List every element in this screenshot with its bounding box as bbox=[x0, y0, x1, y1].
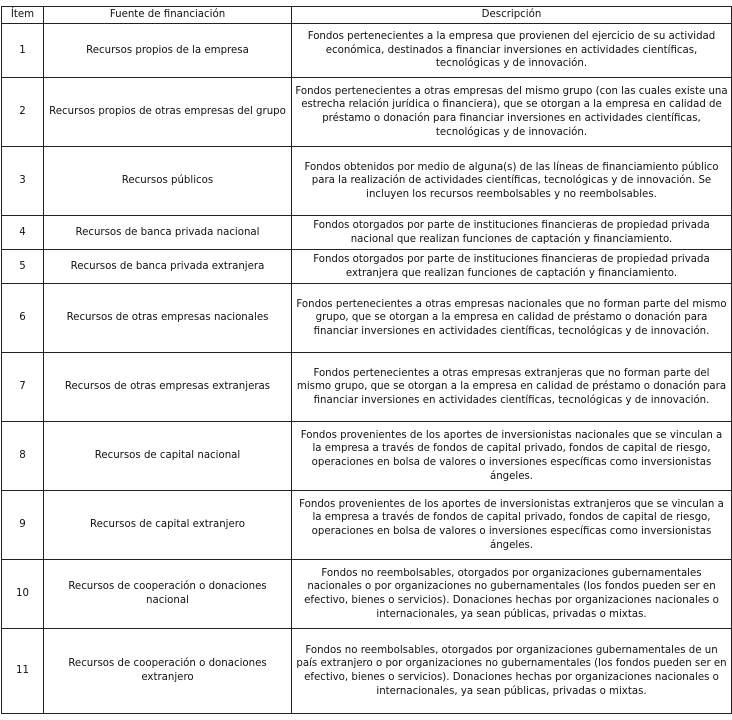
table-row bbox=[2, 422, 732, 491]
cell-descripcion: Fondos pertenecientes a otras empresas extranjeras que no forman parte del mismo grupo, que se otorgan a la empresa en calidad de préstamo o donación para financiar inversiones en actividades científicas, tecnológicas y de innovación. bbox=[292, 353, 732, 422]
header-descripcion: Descripción bbox=[292, 7, 732, 24]
financing-sources-table bbox=[1, 6, 732, 714]
cell-fuente: Recursos de otras empresas nacionales bbox=[44, 284, 292, 353]
header-fuente: Fuente de financiación bbox=[44, 7, 292, 24]
table-header-row bbox=[2, 7, 732, 24]
table-row bbox=[2, 24, 732, 78]
cell-descripcion: Fondos provenientes de los aportes de inversionistas extranjeros que se vinculan a la empresa a través de fondos de capital privado, fondos de capital de riesgo, operaciones en bolsa de valores o inversiones específicas como inversionistas ángeles. bbox=[292, 491, 732, 560]
table-row bbox=[2, 250, 732, 284]
cell-item: 1 bbox=[2, 24, 44, 78]
cell-descripcion: Fondos pertenecientes a otras empresas del mismo grupo (con las cuales existe una estrecha relación jurídica o financiera), que se otorgan a la empresa en calidad de préstamo o donación para financiar inversiones en actividades científicas, tecnológicas y de innovación. bbox=[292, 78, 732, 147]
cell-descripcion: Fondos pertenecientes a la empresa que provienen del ejercicio de su actividad económica, destinados a financiar inversiones en actividades científicas, tecnológicas y de innovación. bbox=[292, 24, 732, 78]
table-row bbox=[2, 216, 732, 250]
cell-fuente: Recursos de capital extranjero bbox=[44, 491, 292, 560]
cell-fuente: Recursos públicos bbox=[44, 147, 292, 216]
table-row bbox=[2, 629, 732, 714]
cell-fuente: Recursos de capital nacional bbox=[44, 422, 292, 491]
cell-fuente: Recursos propios de la empresa bbox=[44, 24, 292, 78]
cell-item: 8 bbox=[2, 422, 44, 491]
cell-fuente: Recursos de banca privada nacional bbox=[44, 216, 292, 250]
cell-descripcion: Fondos otorgados por parte de instituciones financieras de propiedad privada extranjera que realizan funciones de captación y financiamiento. bbox=[292, 250, 732, 284]
cell-item: 7 bbox=[2, 353, 44, 422]
cell-descripcion: Fondos pertenecientes a otras empresas nacionales que no forman parte del mismo grupo, que se otorgan a la empresa en calidad de préstamo o donación para financiar inversiones en actividades científicas, tecnológicas y de innovación. bbox=[292, 284, 732, 353]
cell-fuente: Recursos de cooperación o donaciones extranjero bbox=[44, 629, 292, 714]
header-item: Ítem bbox=[2, 7, 44, 24]
table-row bbox=[2, 560, 732, 629]
table-row bbox=[2, 147, 732, 216]
cell-item: 9 bbox=[2, 491, 44, 560]
cell-item: 11 bbox=[2, 629, 44, 714]
table-row bbox=[2, 353, 732, 422]
cell-fuente: Recursos propios de otras empresas del grupo bbox=[44, 78, 292, 147]
cell-item: 10 bbox=[2, 560, 44, 629]
cell-descripcion: Fondos no reembolsables, otorgados por organizaciones gubernamentales de un país extranjero o por organizaciones no gubernamentales (los fondos pueden ser en efectivo, bienes o servicios). Donaciones hechas por organizaciones nacionales o internacionales, ya sean públicas, privadas o mixtas. bbox=[292, 629, 732, 714]
table-row bbox=[2, 78, 732, 147]
cell-descripcion: Fondos otorgados por parte de instituciones financieras de propiedad privada nacional que realizan funciones de captación y financiamiento. bbox=[292, 216, 732, 250]
cell-item: 6 bbox=[2, 284, 44, 353]
cell-fuente: Recursos de banca privada extranjera bbox=[44, 250, 292, 284]
table-row bbox=[2, 491, 732, 560]
cell-descripcion: Fondos obtenidos por medio de alguna(s) de las líneas de financiamiento público para la realización de actividades científicas, tecnológicas y de innovación. Se incluyen los recursos reembolsables y no reembolsables. bbox=[292, 147, 732, 216]
cell-item: 3 bbox=[2, 147, 44, 216]
table-row bbox=[2, 284, 732, 353]
cell-descripcion: Fondos provenientes de los aportes de inversionistas nacionales que se vinculan a la empresa a través de fondos de capital privado, fondos de capital de riesgo, operaciones en bolsa de valores o inversiones específicas como inversionistas ángeles. bbox=[292, 422, 732, 491]
cell-fuente: Recursos de cooperación o donaciones nacional bbox=[44, 560, 292, 629]
cell-descripcion: Fondos no reembolsables, otorgados por organizaciones gubernamentales nacionales o por organizaciones no gubernamentales (los fondos pueden ser en efectivo, bienes o servicios). Donaciones hechas por organizaciones nacionales o internacionales, ya sean públicas, privadas o mixtas. bbox=[292, 560, 732, 629]
cell-item: 4 bbox=[2, 216, 44, 250]
cell-item: 2 bbox=[2, 78, 44, 147]
cell-fuente: Recursos de otras empresas extranjeras bbox=[44, 353, 292, 422]
cell-item: 5 bbox=[2, 250, 44, 284]
